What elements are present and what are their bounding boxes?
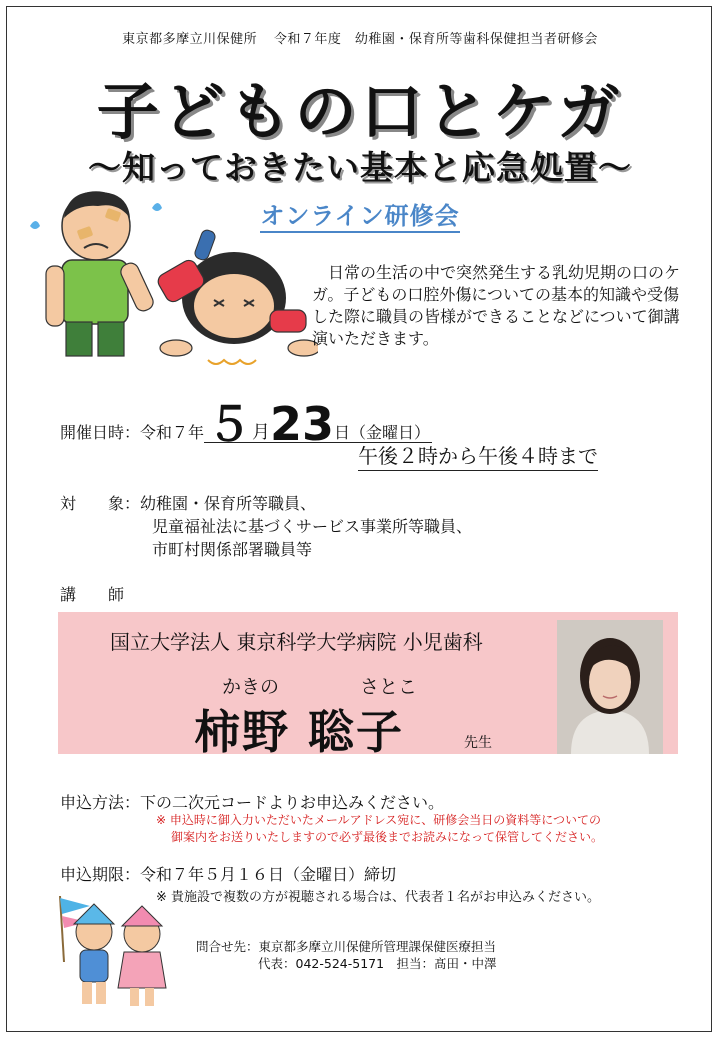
schedule-label: 開催日時： bbox=[60, 423, 141, 442]
lecturer-label: 講 師 bbox=[60, 585, 125, 604]
children-with-flag-illustration bbox=[50, 892, 180, 1012]
schedule-time: 午後２時から午後４時まで bbox=[358, 440, 598, 471]
application-line bbox=[60, 790, 444, 813]
contact-info bbox=[196, 938, 497, 972]
deadline-text: 令和７年５月１６日（金曜日）締切 bbox=[140, 865, 397, 884]
office-name: 東京都多摩立川保健所 bbox=[122, 32, 258, 47]
intro-text: 日常の生活の中で突然発生する乳幼児期の口のケガ。子どもの口腔外傷についての基本的知識や受傷した際に職員の皆様ができることなどについて御講演いただきます。 bbox=[312, 263, 681, 348]
target-section bbox=[60, 492, 472, 561]
lecturer-org: 国立大学法人 東京科学大学病院 小児歯科 bbox=[110, 630, 483, 654]
event-name: 令和７年度 幼稚園・保育所等歯科保健担当者研修会 bbox=[273, 32, 598, 47]
deadline-note: ※ 貴施設で複数の方が視聴される場合は、代表者１名がお申込みください。 bbox=[156, 890, 601, 905]
target-line-2: 児童福祉法に基づくサービス事業所等職員、 bbox=[152, 517, 473, 536]
portrait-image bbox=[557, 620, 663, 754]
format-text: オンライン研修会 bbox=[260, 202, 459, 233]
deadline-label: 申込期限： bbox=[60, 865, 141, 884]
lecturer-honorific: 先生 bbox=[464, 735, 492, 751]
schedule-month: ５ bbox=[206, 397, 253, 451]
lecturer-kana-given: さとこ bbox=[360, 676, 418, 698]
schedule-month-unit: 月 bbox=[252, 422, 271, 443]
header-line bbox=[0, 28, 720, 47]
lecturer-kana-family: かきの bbox=[222, 676, 280, 698]
application-note-line-2: 御案内をお送りいたしますので必ず最後までお読みになって保管してください。 bbox=[171, 830, 604, 844]
target-label: 対 象： bbox=[60, 494, 141, 513]
deadline-line bbox=[60, 862, 396, 885]
lecturer-photo bbox=[557, 620, 663, 754]
contact-line-1: 問合せ先：東京都多摩立川保健所管理課保健医療担当 bbox=[196, 939, 497, 954]
schedule-era: 令和７年 bbox=[140, 423, 205, 442]
target-line-1: 幼稚園・保育所等職員、 bbox=[140, 494, 317, 513]
schedule-day-unit: 日（金曜日） bbox=[334, 423, 431, 442]
lecturer-name: 柿野 聡子 bbox=[194, 705, 405, 759]
target-line-3: 市町村関係部署職員等 bbox=[152, 540, 313, 559]
page-subtitle: ～知っておきたい基本と応急処置～ bbox=[88, 148, 632, 187]
contact-line-2: 代表：042-524-5171 担当：髙田・中澤 bbox=[258, 956, 497, 971]
page-title: 子どもの口とケガ bbox=[96, 75, 624, 148]
injured-children-illustration bbox=[28, 188, 318, 378]
application-label: 申込方法： bbox=[60, 793, 141, 812]
application-note-line-1: ※ 申込時に御入力いただいたメールアドレス宛に、研修会当日の資料等についての bbox=[156, 813, 602, 827]
application-note bbox=[156, 812, 603, 846]
schedule-day: 23 bbox=[270, 397, 335, 451]
application-text: 下の二次元コードよりお申込みください。 bbox=[140, 793, 445, 812]
